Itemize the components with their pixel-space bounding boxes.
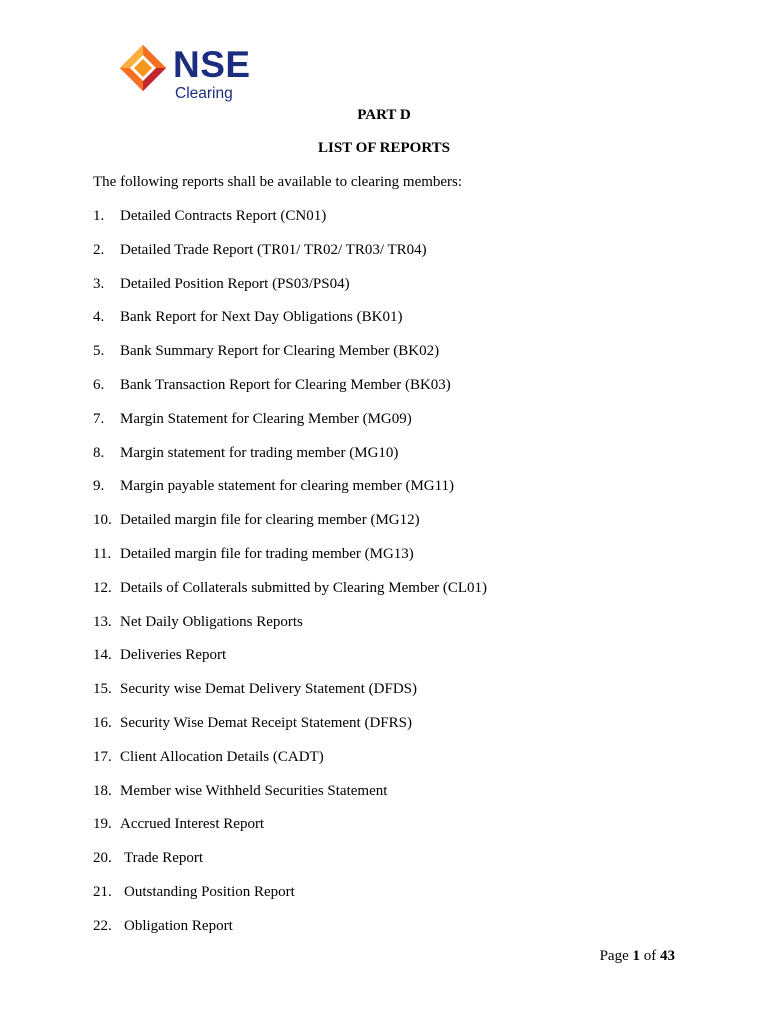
- list-item-text: Client Allocation Details (CADT): [120, 748, 324, 765]
- list-item: [93, 680, 693, 714]
- total-pages: 43: [660, 948, 675, 964]
- list-item-text: Detailed Contracts Report (CN01): [120, 208, 327, 224]
- list-item-text: Obligation Report: [124, 917, 233, 934]
- nse-clearing-logo: [119, 44, 269, 108]
- list-item-number: 7.: [93, 410, 105, 427]
- list-item: [93, 275, 693, 309]
- list-item-text: Detailed margin file for clearing member (MG12): [120, 512, 420, 529]
- list-item: [93, 815, 693, 849]
- list-item-number: 4.: [93, 309, 105, 326]
- intro-text: The following reports shall be available to clearing members:: [93, 174, 463, 190]
- list-item: [93, 579, 693, 613]
- list-item-text: Security Wise Demat Receipt Statement (DFRS): [120, 714, 412, 731]
- list-item-text: Bank Report for Next Day Obligations (BK01): [120, 309, 403, 326]
- list-item-text: Details of Collaterals submitted by Clearing Member (CL01): [120, 579, 488, 596]
- list-item-text: Margin statement for trading member (MG10): [120, 444, 399, 461]
- list-item-text: Member wise Withheld Securities Statement: [120, 782, 388, 799]
- logo-name: NSE: [173, 44, 251, 85]
- list-item: [93, 883, 693, 917]
- list-item: [93, 410, 693, 444]
- list-item-text: Net Daily Obligations Reports: [120, 613, 303, 630]
- list-item: [93, 917, 693, 951]
- list-item-number: 1.: [93, 208, 105, 224]
- current-page: 1: [632, 948, 640, 964]
- list-item-text: Detailed Trade Report (TR01/ TR02/ TR03/ TR04): [120, 241, 427, 258]
- list-item-number: 14.: [93, 647, 112, 664]
- part-title: PART D: [357, 107, 411, 123]
- list-item-number: 8.: [93, 444, 105, 461]
- list-item: [93, 342, 693, 376]
- list-item-number: 3.: [93, 275, 105, 292]
- page-footer: [600, 947, 675, 965]
- list-item-number: 18.: [93, 782, 112, 799]
- list-item-text: Margin Statement for Clearing Member (MG09): [120, 410, 412, 427]
- nse-logo-icon: [119, 44, 167, 92]
- list-item-text: Deliveries Report: [120, 647, 227, 664]
- list-item-number: 16.: [93, 714, 112, 731]
- list-item-text: Bank Summary Report for Clearing Member (BK02): [120, 343, 440, 360]
- list-item: [93, 646, 693, 680]
- list-item-text: Outstanding Position Report: [124, 883, 295, 900]
- list-item: [93, 782, 693, 816]
- list-item-text: Bank Transaction Report for Clearing Member (BK03): [120, 376, 451, 393]
- list-item-text: Trade Report: [124, 850, 204, 867]
- report-list: [93, 207, 693, 951]
- list-item: [93, 849, 693, 883]
- list-item-number: 2.: [93, 241, 105, 258]
- list-item: [93, 376, 693, 410]
- list-item: [93, 748, 693, 782]
- list-item-number: 6.: [93, 376, 105, 393]
- list-item-text: Margin payable statement for clearing member (MG11): [120, 478, 455, 495]
- logo-subtitle: Clearing: [175, 85, 233, 102]
- list-item-number: 21.: [93, 883, 112, 900]
- list-item: [93, 545, 693, 579]
- list-item-number: 19.: [93, 816, 112, 833]
- list-item: [93, 308, 693, 342]
- list-item: [93, 714, 693, 748]
- list-item-text: Detailed Position Report (PS03/PS04): [120, 275, 350, 292]
- list-item-number: 13.: [93, 613, 112, 630]
- of-label: of: [643, 948, 657, 964]
- list-item: [93, 241, 693, 275]
- list-item-text: Detailed margin file for trading member (MG13): [120, 545, 414, 562]
- list-item: [93, 511, 693, 545]
- page-label: Page: [599, 948, 629, 964]
- list-item-number: 12.: [93, 579, 112, 596]
- list-item-number: 9.: [93, 478, 105, 495]
- list-item-text: Accrued Interest Report: [120, 816, 265, 833]
- list-item-number: 20.: [93, 850, 112, 867]
- list-item-number: 11.: [93, 545, 112, 562]
- list-item-number: 15.: [93, 681, 112, 698]
- list-item-number: 22.: [93, 917, 112, 934]
- list-item: [93, 207, 693, 241]
- list-item: [93, 477, 693, 511]
- list-item-text: Security wise Demat Delivery Statement (DFDS): [120, 681, 418, 698]
- list-title: LIST OF REPORTS: [317, 140, 450, 156]
- list-item-number: 5.: [93, 343, 105, 360]
- list-item-number: 10.: [93, 512, 112, 529]
- list-item: [93, 613, 693, 647]
- list-item: [93, 444, 693, 478]
- list-item-number: 17.: [93, 748, 112, 765]
